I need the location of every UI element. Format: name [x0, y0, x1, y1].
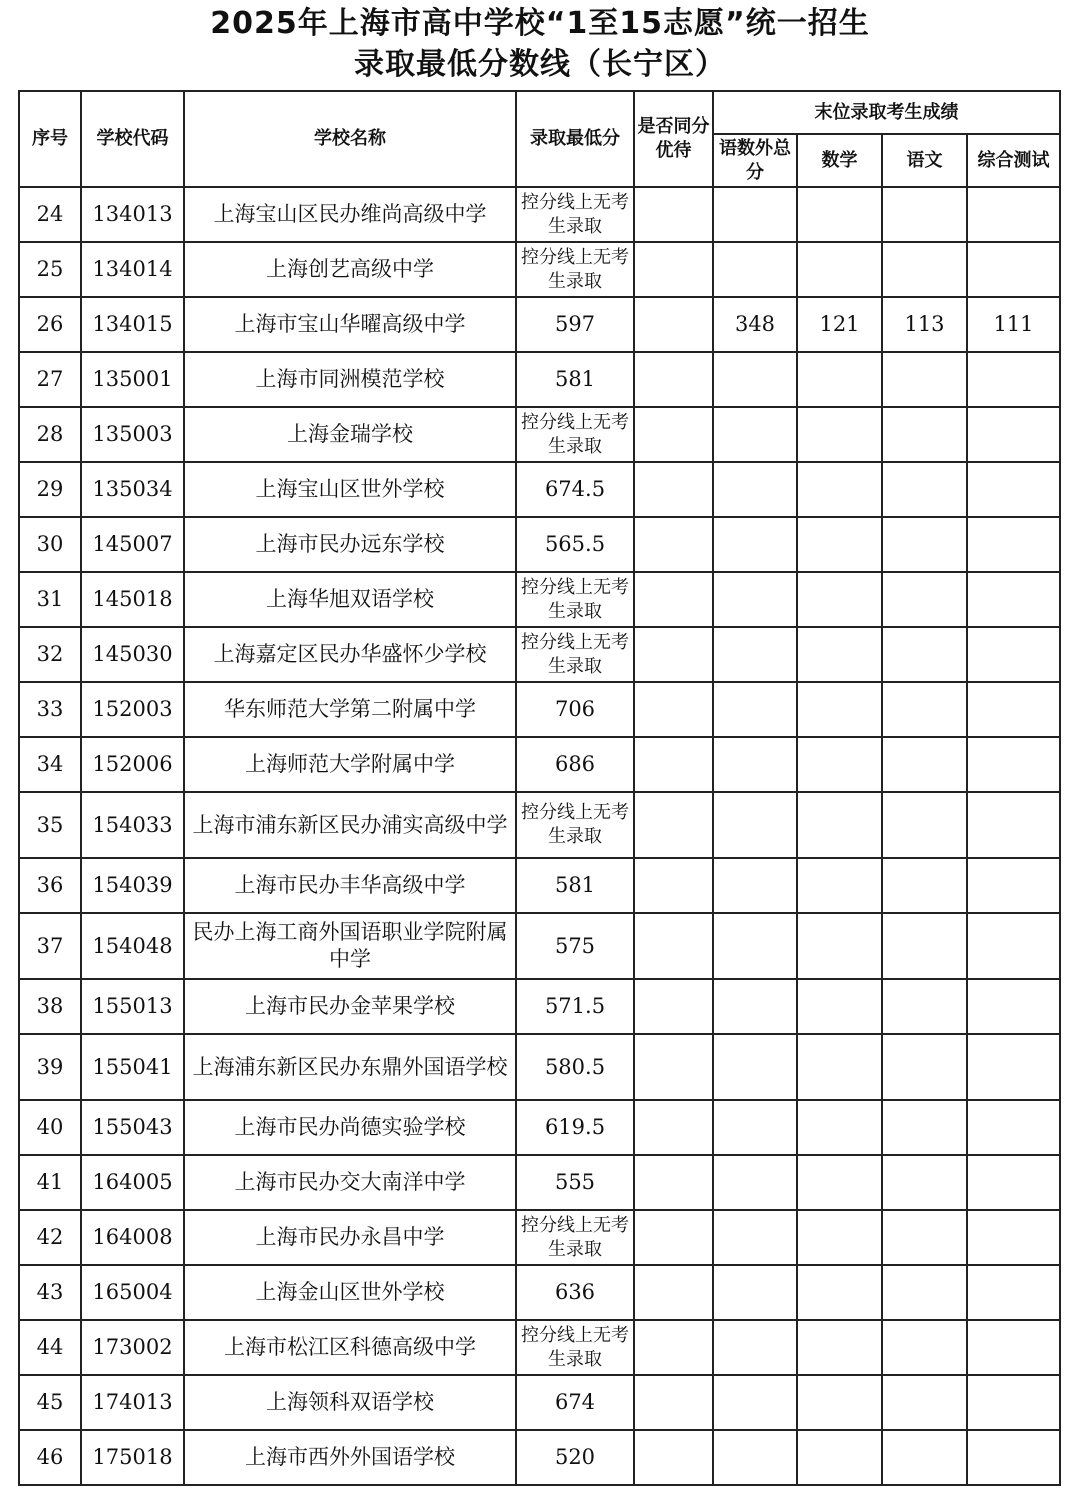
header-last-admitted-group: 末位录取考生成绩	[713, 91, 1060, 134]
cell-chinese	[882, 858, 967, 913]
table-row	[19, 1265, 1060, 1320]
cell-code: 155013	[81, 979, 184, 1034]
cell-name: 上海师范大学附属中学	[184, 737, 516, 792]
cell-min-score: 控分线上无考生录取	[516, 407, 634, 462]
cell-total	[713, 1210, 797, 1265]
cell-math	[797, 352, 882, 407]
cell-name: 上海华旭双语学校	[184, 572, 516, 627]
cell-math	[797, 517, 882, 572]
cell-name: 上海市民办金苹果学校	[184, 979, 516, 1034]
cell-seq: 31	[19, 572, 81, 627]
table-row	[19, 1155, 1060, 1210]
cell-code: 155041	[81, 1034, 184, 1100]
cell-comprehensive	[967, 1265, 1060, 1320]
cell-chinese	[882, 792, 967, 858]
cell-name: 上海领科双语学校	[184, 1375, 516, 1430]
cell-min-score: 706	[516, 682, 634, 737]
cell-chinese	[882, 242, 967, 297]
cell-code: 135003	[81, 407, 184, 462]
cell-chinese	[882, 1155, 967, 1210]
cell-seq: 45	[19, 1375, 81, 1430]
cell-chinese	[882, 407, 967, 462]
table-row	[19, 242, 1060, 297]
cell-math	[797, 407, 882, 462]
cell-total	[713, 1100, 797, 1155]
cell-comprehensive	[967, 682, 1060, 737]
cell-math: 121	[797, 297, 882, 352]
cell-min-score: 581	[516, 858, 634, 913]
table-row	[19, 517, 1060, 572]
cell-priority	[634, 407, 713, 462]
cell-comprehensive	[967, 1430, 1060, 1485]
cell-total	[713, 1155, 797, 1210]
cell-priority	[634, 1375, 713, 1430]
cell-seq: 28	[19, 407, 81, 462]
cell-math	[797, 1265, 882, 1320]
cell-math	[797, 979, 882, 1034]
cell-seq: 37	[19, 913, 81, 979]
cell-comprehensive	[967, 627, 1060, 682]
header-comprehensive: 综合测试	[967, 134, 1060, 187]
table-row	[19, 858, 1060, 913]
cell-math	[797, 187, 882, 242]
header-total: 语数外总分	[713, 134, 797, 187]
cell-code: 145030	[81, 627, 184, 682]
cell-seq: 29	[19, 462, 81, 517]
cell-comprehensive	[967, 858, 1060, 913]
cell-total	[713, 1430, 797, 1485]
cell-name: 上海市民办丰华高级中学	[184, 858, 516, 913]
cell-total	[713, 979, 797, 1034]
cell-priority	[634, 1034, 713, 1100]
cell-math	[797, 682, 882, 737]
cell-priority	[634, 858, 713, 913]
cell-priority	[634, 1265, 713, 1320]
cell-name: 上海浦东新区民办东鼎外国语学校	[184, 1034, 516, 1100]
cell-math	[797, 1430, 882, 1485]
cell-total	[713, 913, 797, 979]
cell-priority	[634, 682, 713, 737]
cell-priority	[634, 517, 713, 572]
cell-code: 165004	[81, 1265, 184, 1320]
cell-name: 上海市同洲模范学校	[184, 352, 516, 407]
cell-seq: 26	[19, 297, 81, 352]
cell-comprehensive	[967, 517, 1060, 572]
cell-total	[713, 682, 797, 737]
cell-total	[713, 572, 797, 627]
cell-min-score: 580.5	[516, 1034, 634, 1100]
admission-score-table	[18, 90, 1061, 1486]
cell-priority	[634, 979, 713, 1034]
cell-total	[713, 462, 797, 517]
cell-seq: 32	[19, 627, 81, 682]
cell-code: 135001	[81, 352, 184, 407]
header-math: 数学	[797, 134, 882, 187]
cell-code: 164008	[81, 1210, 184, 1265]
cell-name: 上海金瑞学校	[184, 407, 516, 462]
cell-min-score: 控分线上无考生录取	[516, 572, 634, 627]
cell-total	[713, 737, 797, 792]
cell-total	[713, 407, 797, 462]
cell-min-score: 控分线上无考生录取	[516, 242, 634, 297]
cell-code: 134015	[81, 297, 184, 352]
cell-name: 华东师范大学第二附属中学	[184, 682, 516, 737]
cell-name: 上海市宝山华曜高级中学	[184, 297, 516, 352]
cell-total	[713, 1034, 797, 1100]
cell-name: 上海嘉定区民办华盛怀少学校	[184, 627, 516, 682]
cell-min-score: 565.5	[516, 517, 634, 572]
table-row	[19, 1100, 1060, 1155]
cell-chinese: 113	[882, 297, 967, 352]
cell-code: 164005	[81, 1155, 184, 1210]
cell-seq: 39	[19, 1034, 81, 1100]
cell-math	[797, 1210, 882, 1265]
table-row	[19, 352, 1060, 407]
cell-seq: 38	[19, 979, 81, 1034]
cell-code: 174013	[81, 1375, 184, 1430]
cell-total	[713, 517, 797, 572]
table-row	[19, 627, 1060, 682]
cell-code: 173002	[81, 1320, 184, 1375]
cell-min-score: 555	[516, 1155, 634, 1210]
cell-comprehensive	[967, 1034, 1060, 1100]
cell-code: 134014	[81, 242, 184, 297]
cell-min-score: 控分线上无考生录取	[516, 187, 634, 242]
cell-math	[797, 858, 882, 913]
cell-priority	[634, 187, 713, 242]
header-min-score: 录取最低分	[516, 91, 634, 187]
cell-seq: 30	[19, 517, 81, 572]
cell-math	[797, 913, 882, 979]
cell-name: 上海创艺高级中学	[184, 242, 516, 297]
cell-total	[713, 1320, 797, 1375]
cell-seq: 33	[19, 682, 81, 737]
cell-total	[713, 1265, 797, 1320]
cell-min-score: 571.5	[516, 979, 634, 1034]
table-row	[19, 407, 1060, 462]
cell-math	[797, 792, 882, 858]
cell-math	[797, 1375, 882, 1430]
cell-comprehensive	[967, 462, 1060, 517]
cell-math	[797, 627, 882, 682]
cell-math	[797, 572, 882, 627]
cell-math	[797, 1034, 882, 1100]
cell-seq: 24	[19, 187, 81, 242]
cell-priority	[634, 1210, 713, 1265]
cell-math	[797, 1100, 882, 1155]
cell-priority	[634, 242, 713, 297]
cell-chinese	[882, 572, 967, 627]
cell-chinese	[882, 682, 967, 737]
cell-chinese	[882, 737, 967, 792]
cell-comprehensive	[967, 913, 1060, 979]
cell-name: 上海市民办交大南洋中学	[184, 1155, 516, 1210]
cell-comprehensive	[967, 407, 1060, 462]
cell-seq: 41	[19, 1155, 81, 1210]
cell-comprehensive	[967, 187, 1060, 242]
cell-comprehensive	[967, 1320, 1060, 1375]
table-row	[19, 979, 1060, 1034]
cell-seq: 25	[19, 242, 81, 297]
cell-name: 上海市民办尚德实验学校	[184, 1100, 516, 1155]
cell-code: 155043	[81, 1100, 184, 1155]
cell-total	[713, 1375, 797, 1430]
cell-code: 152006	[81, 737, 184, 792]
cell-code: 134013	[81, 187, 184, 242]
cell-min-score: 控分线上无考生录取	[516, 1210, 634, 1265]
cell-code: 175018	[81, 1430, 184, 1485]
cell-min-score: 597	[516, 297, 634, 352]
table-row	[19, 462, 1060, 517]
cell-math	[797, 1320, 882, 1375]
cell-seq: 40	[19, 1100, 81, 1155]
table-row	[19, 1210, 1060, 1265]
cell-name: 上海市民办远东学校	[184, 517, 516, 572]
cell-math	[797, 242, 882, 297]
cell-priority	[634, 913, 713, 979]
cell-math	[797, 1155, 882, 1210]
cell-comprehensive: 111	[967, 297, 1060, 352]
cell-comprehensive	[967, 352, 1060, 407]
cell-chinese	[882, 1034, 967, 1100]
cell-comprehensive	[967, 1375, 1060, 1430]
cell-total	[713, 242, 797, 297]
cell-min-score: 控分线上无考生录取	[516, 1320, 634, 1375]
table-row	[19, 737, 1060, 792]
cell-seq: 44	[19, 1320, 81, 1375]
cell-math	[797, 462, 882, 517]
cell-min-score: 636	[516, 1265, 634, 1320]
table-row	[19, 682, 1060, 737]
table-row	[19, 187, 1060, 242]
cell-name: 上海市松江区科德高级中学	[184, 1320, 516, 1375]
cell-total	[713, 352, 797, 407]
cell-name: 民办上海工商外国语职业学院附属中学	[184, 913, 516, 979]
cell-code: 154039	[81, 858, 184, 913]
cell-chinese	[882, 1210, 967, 1265]
cell-math	[797, 737, 882, 792]
cell-seq: 42	[19, 1210, 81, 1265]
cell-priority	[634, 1430, 713, 1485]
cell-total	[713, 627, 797, 682]
cell-min-score: 686	[516, 737, 634, 792]
cell-seq: 43	[19, 1265, 81, 1320]
cell-priority	[634, 297, 713, 352]
table-row	[19, 297, 1060, 352]
page-subtitle: 录取最低分数线（长宁区）	[354, 47, 726, 82]
cell-name: 上海市西外外国语学校	[184, 1430, 516, 1485]
cell-name: 上海宝山区世外学校	[184, 462, 516, 517]
cell-seq: 46	[19, 1430, 81, 1485]
cell-code: 145007	[81, 517, 184, 572]
cell-comprehensive	[967, 1210, 1060, 1265]
cell-chinese	[882, 913, 967, 979]
header-seq: 序号	[19, 91, 81, 187]
cell-chinese	[882, 627, 967, 682]
cell-comprehensive	[967, 1100, 1060, 1155]
cell-chinese	[882, 1265, 967, 1320]
cell-name: 上海市浦东新区民办浦实高级中学	[184, 792, 516, 858]
cell-total	[713, 187, 797, 242]
page-title: 2025年上海市高中学校“1至15志愿”统一招生	[210, 6, 870, 41]
cell-chinese	[882, 1100, 967, 1155]
table-body	[19, 187, 1060, 1485]
cell-min-score: 控分线上无考生录取	[516, 627, 634, 682]
cell-seq: 36	[19, 858, 81, 913]
cell-comprehensive	[967, 242, 1060, 297]
cell-chinese	[882, 1375, 967, 1430]
table-row	[19, 1034, 1060, 1100]
cell-priority	[634, 737, 713, 792]
cell-code: 154048	[81, 913, 184, 979]
table-row	[19, 792, 1060, 858]
table-row	[19, 913, 1060, 979]
cell-min-score: 520	[516, 1430, 634, 1485]
cell-seq: 35	[19, 792, 81, 858]
cell-priority	[634, 1155, 713, 1210]
table-row	[19, 1320, 1060, 1375]
cell-name: 上海宝山区民办维尚高级中学	[184, 187, 516, 242]
header-chinese: 语文	[882, 134, 967, 187]
cell-priority	[634, 462, 713, 517]
cell-chinese	[882, 979, 967, 1034]
cell-chinese	[882, 462, 967, 517]
table-row	[19, 572, 1060, 627]
cell-priority	[634, 572, 713, 627]
cell-priority	[634, 1100, 713, 1155]
cell-min-score: 控分线上无考生录取	[516, 792, 634, 858]
cell-total	[713, 858, 797, 913]
cell-seq: 27	[19, 352, 81, 407]
cell-chinese	[882, 517, 967, 572]
table-row	[19, 1375, 1060, 1430]
cell-chinese	[882, 1320, 967, 1375]
cell-name: 上海金山区世外学校	[184, 1265, 516, 1320]
cell-priority	[634, 352, 713, 407]
table-row	[19, 1430, 1060, 1485]
header-code: 学校代码	[81, 91, 184, 187]
cell-code: 152003	[81, 682, 184, 737]
cell-priority	[634, 1320, 713, 1375]
header-priority: 是否同分优待	[634, 91, 713, 187]
cell-priority	[634, 627, 713, 682]
cell-chinese	[882, 352, 967, 407]
cell-code: 145018	[81, 572, 184, 627]
cell-chinese	[882, 1430, 967, 1485]
cell-min-score: 674.5	[516, 462, 634, 517]
cell-min-score: 575	[516, 913, 634, 979]
cell-priority	[634, 792, 713, 858]
cell-comprehensive	[967, 572, 1060, 627]
cell-min-score: 674	[516, 1375, 634, 1430]
cell-comprehensive	[967, 737, 1060, 792]
cell-code: 135034	[81, 462, 184, 517]
cell-comprehensive	[967, 979, 1060, 1034]
cell-min-score: 619.5	[516, 1100, 634, 1155]
cell-total	[713, 792, 797, 858]
cell-seq: 34	[19, 737, 81, 792]
cell-code: 154033	[81, 792, 184, 858]
cell-name: 上海市民办永昌中学	[184, 1210, 516, 1265]
cell-comprehensive	[967, 1155, 1060, 1210]
cell-comprehensive	[967, 792, 1060, 858]
cell-total: 348	[713, 297, 797, 352]
header-name: 学校名称	[184, 91, 516, 187]
cell-min-score: 581	[516, 352, 634, 407]
cell-chinese	[882, 187, 967, 242]
